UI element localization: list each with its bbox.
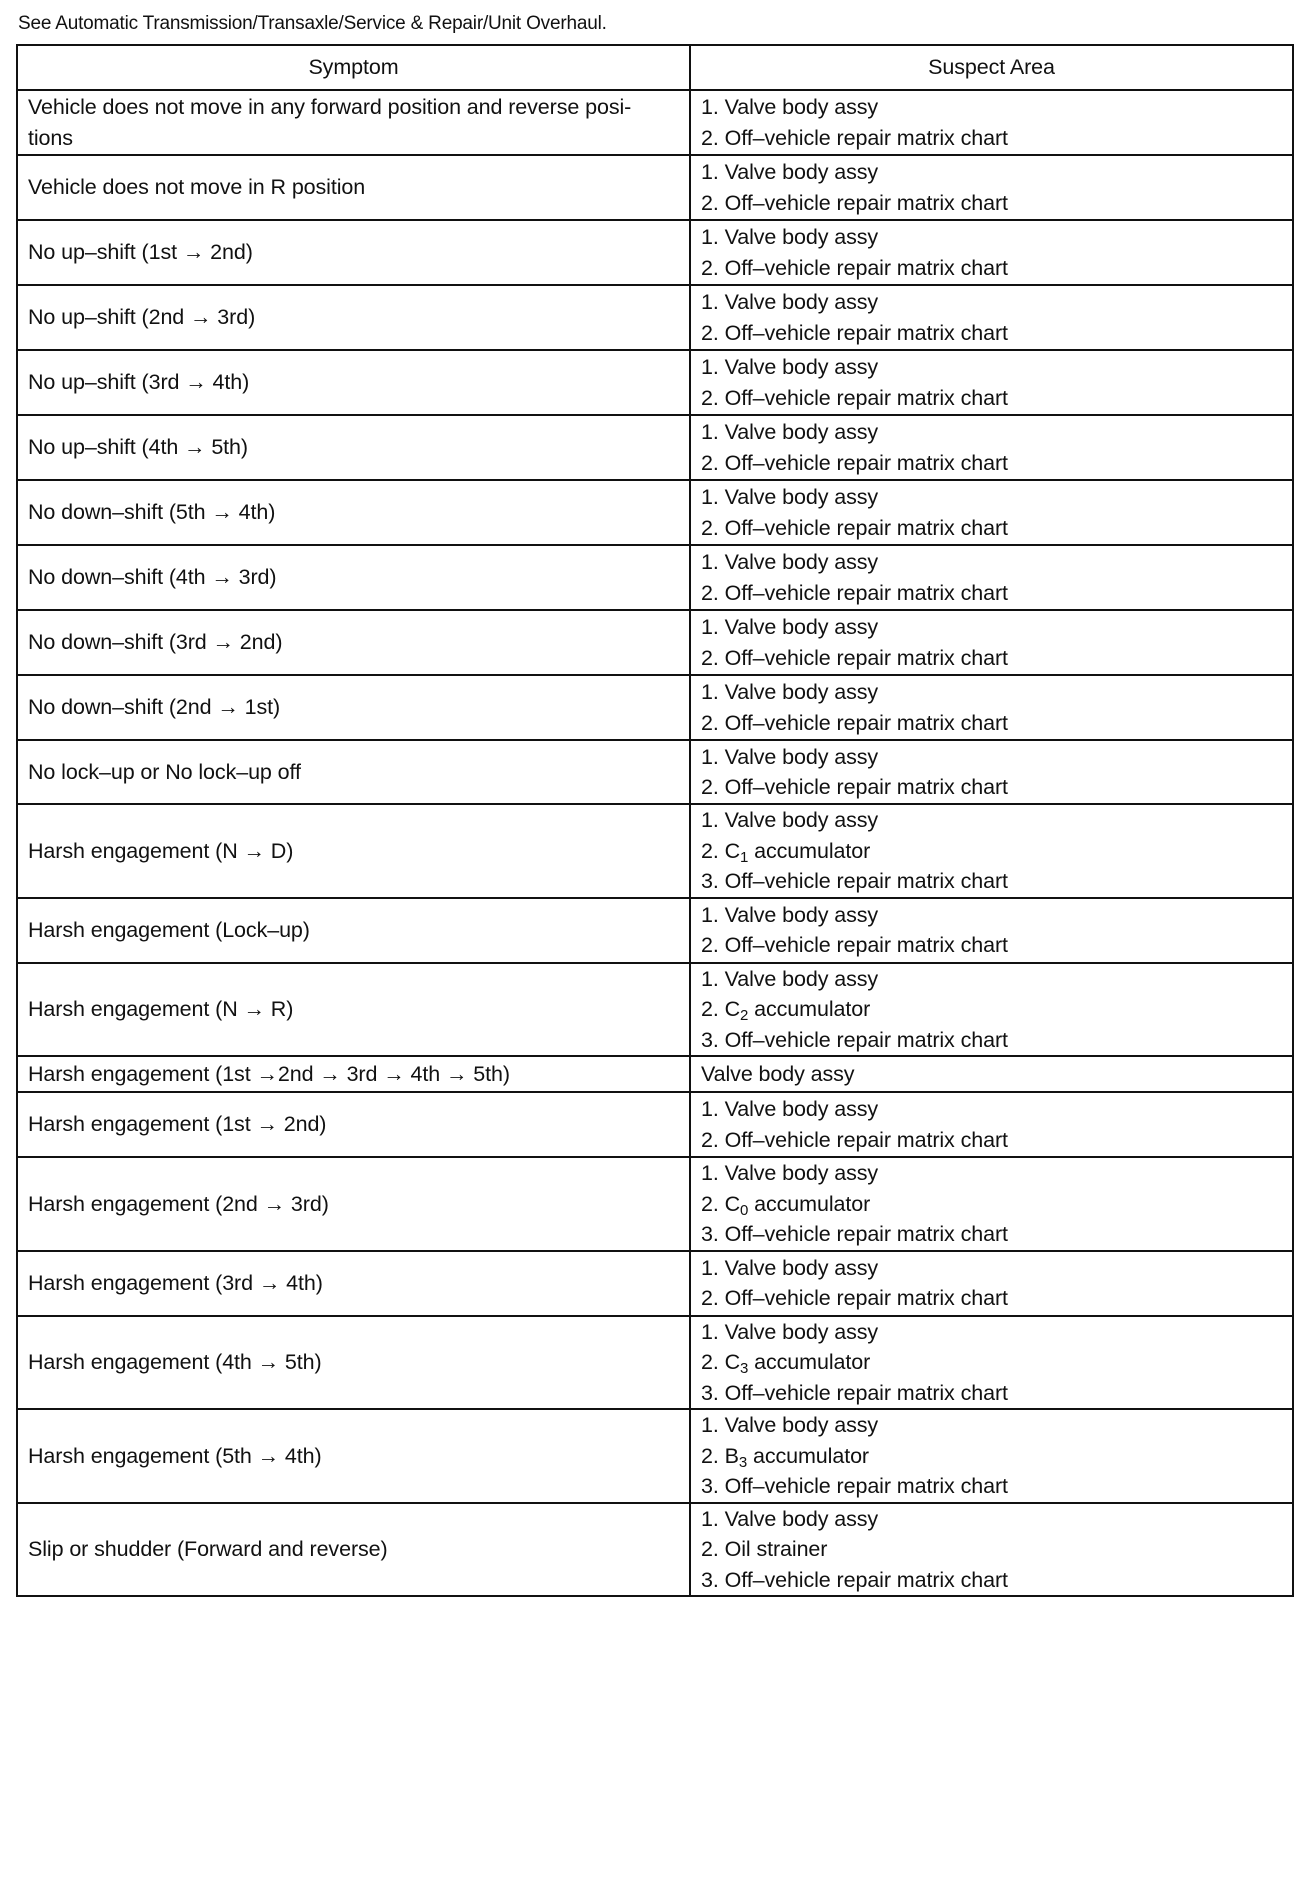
suspect-area-item — [701, 352, 1282, 383]
suspect-area-text: 2. Off–vehicle repair matrix chart — [701, 255, 1008, 280]
table-row — [17, 804, 1293, 898]
suspect-area-item — [701, 1253, 1282, 1284]
suspect-area-text: 2. Off–vehicle repair matrix chart — [701, 1286, 1008, 1310]
suspect-area-cell — [690, 155, 1293, 220]
suspect-area-item — [701, 513, 1282, 544]
suspect-area-item — [701, 1158, 1282, 1189]
symptom-cell — [17, 1503, 690, 1597]
suspect-area-text: 2. C — [701, 1350, 741, 1374]
suspect-area-cell — [690, 1503, 1293, 1597]
suspect-area-cell — [690, 610, 1293, 675]
suspect-area-text: 1. Valve body assy — [701, 808, 879, 832]
suspect-area-item — [701, 1410, 1282, 1441]
suspect-area-cell — [690, 1056, 1293, 1092]
suspect-area-item — [701, 482, 1282, 513]
suspect-area-text-suffix: accumulator — [748, 838, 871, 863]
symptom-text: Vehicle does not move in any forward position and reverse posi- tions — [28, 95, 632, 150]
suspect-area-cell — [690, 90, 1293, 155]
suspect-area-text: 2. Off–vehicle repair matrix chart — [701, 385, 1008, 410]
table-row — [17, 90, 1293, 155]
suspect-area-item — [701, 448, 1282, 479]
suspect-area-cell — [690, 740, 1293, 804]
symptom-cell — [17, 610, 690, 675]
suspect-area-item — [701, 1441, 1282, 1472]
suspect-area-item — [701, 643, 1282, 674]
component-subscript: 2 — [740, 1007, 749, 1024]
table-row — [17, 963, 1293, 1057]
table-row — [17, 1409, 1293, 1503]
suspect-area-text: 3. Off–vehicle repair matrix chart — [701, 1567, 1008, 1592]
suspect-area-text-suffix: accumulator — [748, 997, 871, 1021]
component-subscript: 3 — [740, 1360, 749, 1377]
suspect-area-item — [701, 92, 1282, 123]
symptom-cell — [17, 480, 690, 545]
suspect-area-item — [701, 866, 1282, 897]
suspect-area-item — [701, 547, 1282, 578]
suspect-area-item — [701, 1025, 1282, 1056]
symptom-text: Harsh engagement (4th → 5th) — [28, 1350, 322, 1374]
symptom-text: Harsh engagement (3rd → 4th) — [28, 1270, 323, 1295]
symptom-cell — [17, 1092, 690, 1157]
suspect-area-cell — [690, 898, 1293, 963]
suspect-area-item — [701, 742, 1282, 773]
suspect-area-item — [701, 1471, 1282, 1502]
suspect-area-text: 1. Valve body assy — [701, 1413, 879, 1437]
suspect-area-text-suffix: accumulator — [748, 1191, 871, 1216]
suspect-area-text: 2. Off–vehicle repair matrix chart — [701, 320, 1008, 345]
suspect-area-text: 3. Off–vehicle repair matrix chart — [701, 869, 1008, 893]
suspect-area-item — [701, 318, 1282, 349]
suspect-area-text: 1. Valve body assy — [701, 902, 879, 927]
suspect-area-item — [701, 1317, 1282, 1348]
suspect-area-item — [701, 930, 1282, 961]
suspect-area-cell — [690, 963, 1293, 1057]
table-row — [17, 480, 1293, 545]
suspect-area-text: 1. Valve body assy — [701, 160, 879, 184]
suspect-area-item — [701, 772, 1282, 803]
suspect-area-text-suffix: accumulator — [748, 1350, 871, 1374]
suspect-area-text-suffix: accumulator — [747, 1443, 869, 1468]
suspect-area-item — [701, 1189, 1282, 1220]
table-row — [17, 350, 1293, 415]
table-row — [17, 1503, 1293, 1597]
suspect-area-text: 2. Off–vehicle repair matrix chart — [701, 580, 1008, 605]
suspect-area-item — [701, 383, 1282, 414]
suspect-area-item — [701, 1125, 1282, 1156]
table-row — [17, 1092, 1293, 1157]
suspect-area-item — [701, 578, 1282, 609]
suspect-area-item — [701, 677, 1282, 708]
symptom-text: No lock–up or No lock–up off — [28, 759, 301, 784]
suspect-area-item — [701, 1219, 1282, 1250]
suspect-area-item — [701, 1283, 1282, 1314]
reference-note: See Automatic Transmission/Transaxle/Service & Repair/Unit Overhaul. — [18, 13, 607, 34]
suspect-area-item — [701, 123, 1282, 154]
table-row — [17, 1157, 1293, 1251]
suspect-area-text: 2. Off–vehicle repair matrix chart — [701, 515, 1008, 540]
suspect-area-item — [701, 1565, 1282, 1596]
suspect-area-text: 1. Valve body assy — [701, 744, 879, 769]
suspect-area-text: 1. Valve body assy — [701, 1255, 879, 1280]
suspect-area-text: 1. Valve body assy — [701, 1097, 879, 1121]
symptom-cell — [17, 1056, 690, 1092]
symptom-cell — [17, 1251, 690, 1316]
suspect-area-text: 1. Valve body assy — [701, 1506, 879, 1531]
symptom-text: Harsh engagement (N → D) — [28, 838, 294, 863]
suspect-area-text: 2. Off–vehicle repair matrix chart — [701, 190, 1008, 215]
suspect-area-text: 1. Valve body assy — [701, 225, 879, 249]
suspect-area-item — [701, 900, 1282, 931]
suspect-area-text: 1. Valve body assy — [701, 680, 879, 704]
symptom-text: Vehicle does not move in R position — [28, 175, 366, 200]
table-row — [17, 1251, 1293, 1316]
symptom-text: No up–shift (2nd → 3rd) — [28, 305, 256, 330]
suspect-area-text: 2. C — [701, 1191, 741, 1216]
suspect-area-item — [701, 287, 1282, 318]
suspect-area-item — [701, 994, 1282, 1025]
suspect-area-item — [701, 157, 1282, 188]
table-header-row — [17, 45, 1293, 90]
suspect-area-item — [701, 1504, 1282, 1535]
symptom-text: No down–shift (3rd → 2nd) — [28, 630, 283, 655]
symptom-cell — [17, 285, 690, 350]
table-row — [17, 155, 1293, 220]
suspect-area-item — [701, 964, 1282, 995]
table-row — [17, 898, 1293, 963]
symptom-cell — [17, 415, 690, 480]
suspect-area-item — [701, 253, 1282, 284]
symptom-text: Slip or shudder (Forward and reverse) — [28, 1537, 388, 1561]
suspect-area-item — [701, 1059, 1282, 1090]
suspect-area-item — [701, 612, 1282, 643]
symptom-cell — [17, 963, 690, 1057]
suspect-area-text: 1. Valve body assy — [701, 355, 879, 379]
table-row — [17, 1056, 1293, 1092]
symptom-cell — [17, 90, 690, 155]
table-row — [17, 415, 1293, 480]
symptom-text: No up–shift (4th → 5th) — [28, 435, 248, 460]
suspect-area-text: 3. Off–vehicle repair matrix chart — [701, 1222, 1008, 1246]
symptom-text: Harsh engagement (N → R) — [28, 997, 294, 1021]
symptom-cell — [17, 155, 690, 220]
table-row — [17, 1316, 1293, 1410]
table-row — [17, 675, 1293, 740]
symptom-text: No down–shift (4th → 3rd) — [28, 565, 277, 590]
table-body — [17, 90, 1293, 1596]
suspect-area-text: Valve body assy — [701, 1061, 855, 1086]
suspect-area-cell — [690, 480, 1293, 545]
suspect-area-cell — [690, 1157, 1293, 1251]
suspect-area-text: 2. Off–vehicle repair matrix chart — [701, 645, 1008, 670]
symptom-cell — [17, 545, 690, 610]
component-subscript: 1 — [740, 848, 749, 866]
suspect-area-item — [701, 836, 1282, 867]
suspect-area-item — [701, 1347, 1282, 1378]
suspect-area-text: 2. Off–vehicle repair matrix chart — [701, 710, 1008, 735]
suspect-area-item — [701, 1534, 1282, 1565]
suspect-area-item — [701, 708, 1282, 739]
suspect-area-cell — [690, 1092, 1293, 1157]
suspect-area-text: 2. Off–vehicle repair matrix chart — [701, 450, 1008, 475]
symptom-cell — [17, 1316, 690, 1410]
table-row — [17, 545, 1293, 610]
suspect-area-text: 1. Valve body assy — [701, 95, 879, 119]
suspect-area-text: 2. B — [701, 1443, 739, 1468]
suspect-area-cell — [690, 1316, 1293, 1410]
suspect-area-text: 1. Valve body assy — [701, 420, 879, 444]
suspect-area-cell — [690, 350, 1293, 415]
suspect-area-text: 3. Off–vehicle repair matrix chart — [701, 1474, 1008, 1498]
table-row — [17, 220, 1293, 285]
suspect-area-text: 1. Valve body assy — [701, 550, 879, 574]
symptom-text: Harsh engagement (2nd → 3rd) — [28, 1191, 329, 1216]
suspect-area-cell — [690, 220, 1293, 285]
symptom-cell — [17, 804, 690, 898]
suspect-area-item — [701, 222, 1282, 253]
suspect-area-text: 1. Valve body assy — [701, 615, 879, 639]
suspect-area-cell — [690, 804, 1293, 898]
suspect-area-text: 2. Off–vehicle repair matrix chart — [701, 125, 1008, 150]
suspect-area-column-header: Suspect Area — [690, 45, 1293, 90]
suspect-area-text: 2. C — [701, 997, 741, 1021]
suspect-area-text: 2. Off–vehicle repair matrix chart — [701, 1127, 1008, 1152]
symptom-text: No up–shift (1st → 2nd) — [28, 240, 253, 265]
symptom-cell — [17, 740, 690, 804]
component-subscript: 3 — [738, 1453, 748, 1471]
suspect-area-cell — [690, 545, 1293, 610]
table-row — [17, 285, 1293, 350]
suspect-area-cell — [690, 285, 1293, 350]
suspect-area-item — [701, 417, 1282, 448]
symptom-text: Harsh engagement (1st →2nd → 3rd → 4th → 5th) — [28, 1061, 510, 1086]
symptom-text: No down–shift (2nd → 1st) — [28, 695, 281, 720]
suspect-area-text: 2. Oil strainer — [701, 1537, 828, 1561]
symptom-column-header: Symptom — [17, 45, 690, 90]
suspect-area-text: 2. Off–vehicle repair matrix chart — [701, 775, 1008, 799]
problem-symptoms-table — [16, 44, 1294, 1597]
suspect-area-cell — [690, 415, 1293, 480]
symptom-text: No up–shift (3rd → 4th) — [28, 370, 250, 395]
symptom-cell — [17, 350, 690, 415]
suspect-area-text: 1. Valve body assy — [701, 966, 879, 991]
suspect-area-cell — [690, 1409, 1293, 1503]
suspect-area-text: 2. C — [701, 838, 741, 863]
symptom-cell — [17, 1409, 690, 1503]
table-row — [17, 610, 1293, 675]
suspect-area-cell — [690, 1251, 1293, 1316]
component-subscript: 0 — [740, 1201, 749, 1219]
symptom-text: Harsh engagement (5th → 4th) — [28, 1443, 322, 1468]
suspect-area-text: 1. Valve body assy — [701, 290, 879, 314]
suspect-area-text: 1. Valve body assy — [701, 485, 879, 509]
symptom-text: Harsh engagement (1st → 2nd) — [28, 1112, 327, 1137]
suspect-area-item — [701, 805, 1282, 836]
symptom-cell — [17, 1157, 690, 1251]
symptom-cell — [17, 898, 690, 963]
suspect-area-text: 2. Off–vehicle repair matrix chart — [701, 933, 1008, 957]
symptom-cell — [17, 675, 690, 740]
suspect-area-text: 1. Valve body assy — [701, 1319, 879, 1344]
symptom-text: Harsh engagement (Lock–up) — [28, 917, 310, 942]
suspect-area-text: 3. Off–vehicle repair matrix chart — [701, 1027, 1008, 1052]
suspect-area-text: 3. Off–vehicle repair matrix chart — [701, 1380, 1008, 1405]
table-row — [17, 740, 1293, 804]
suspect-area-item — [701, 1094, 1282, 1125]
suspect-area-cell — [690, 675, 1293, 740]
suspect-area-item — [701, 1378, 1282, 1409]
suspect-area-item — [701, 188, 1282, 219]
suspect-area-text: 1. Valve body assy — [701, 1161, 879, 1185]
symptom-cell — [17, 220, 690, 285]
symptom-text: No down–shift (5th → 4th) — [28, 500, 276, 525]
